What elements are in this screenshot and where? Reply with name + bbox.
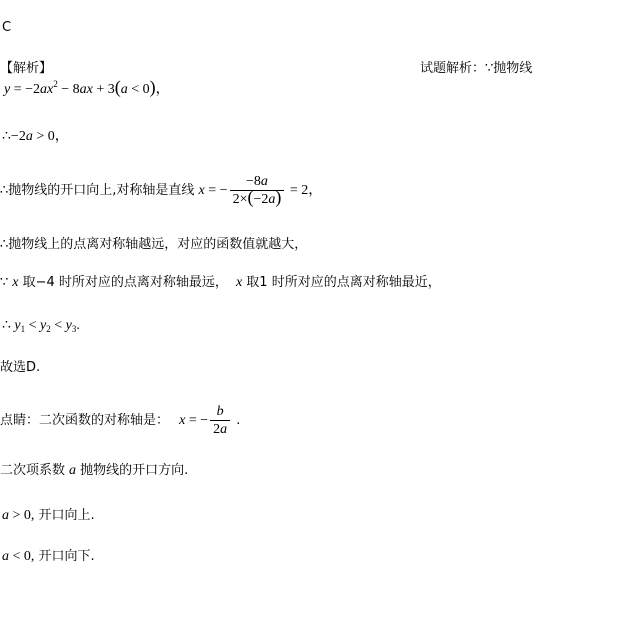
tip-fraction: $\frac{b}{2a}$: [210, 403, 230, 438]
a-negative-line: a < 0, 开口向下.: [2, 549, 95, 564]
a-positive-line: a > 0, 开口向上.: [2, 508, 95, 523]
parabola-equation: $y = -2ax^2 - 8ax + 3(a < 0)$，: [4, 77, 170, 97]
analysis-header: 【解析】: [0, 61, 53, 76]
axis-fraction: $\frac{-8a}{2\times(-2a)}$: [230, 173, 285, 208]
compare-statement: ∵ x 取−4 时所对应的点离对称轴最远， x 取1 时所对应的点离对称轴最近，: [0, 275, 441, 290]
neg2a-positive: ∴−2a > 0，: [2, 129, 69, 144]
axis-of-symmetry-line: ∴抛物线的开口向上,对称轴是直线 x = − $\frac{-8a}{2\times(-2a)}$ = 2，: [0, 174, 323, 207]
analysis-title: 试题解析：∵抛物线: [420, 61, 533, 76]
answer-letter: C: [2, 20, 12, 35]
tip-line: 点睛：二次函数的对称轴是： x = − $\frac{b}{2a}$ .: [0, 404, 241, 437]
coefficient-line: 二次项系数 a 抛物线的开口方向.: [0, 463, 189, 478]
conclusion-inequality: ∴ $y_1 < y_2 < y_3$.: [2, 318, 80, 334]
choose-answer: 故选D.: [0, 360, 41, 375]
distance-statement: ∴抛物线上的点离对称轴越远，对应的函数值就越大，: [0, 237, 308, 252]
